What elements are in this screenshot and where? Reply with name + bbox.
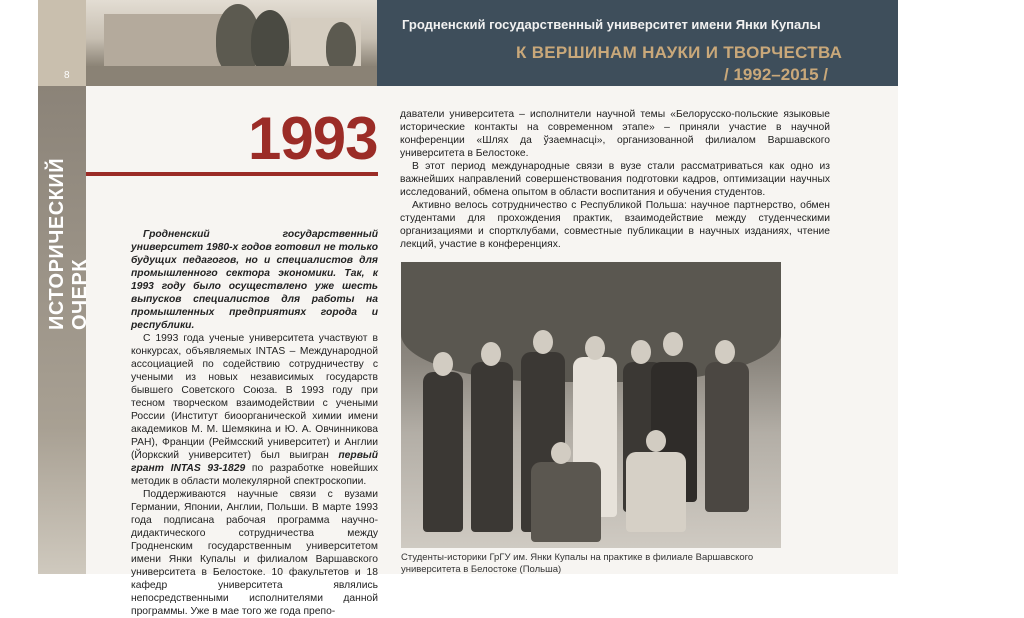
paragraph-text: по разработке новейших методик в области молекулярной спектроскопии. xyxy=(131,463,379,487)
lead-paragraph: Гродненский государственный университет 1980-х годов готовил не только будущих педагогов, но и специалистов для промышленного сектора экономики. Так, к 1993 году было осуществлено уже шесть выпусков специалистов для работы на промышленных предприятиях города и республики. xyxy=(131,229,378,331)
photo-caption: Студенты-историки ГрГУ им. Янки Купалы на практике в филиале Варшавского университета в Белостоке (Польша) xyxy=(401,552,754,575)
chapter-year: 1993 xyxy=(248,105,378,172)
photo-tree xyxy=(326,22,356,72)
photo-person xyxy=(471,362,513,532)
photo-person xyxy=(423,372,463,532)
paragraph: Поддерживаются научные связи с вузами Германии, Японии, Англии, Польши. В марте 1993 года подписана рабочая программа научно-дидактического сотрудничества между Гродненским государственным университетом имени Янки Купалы и филиалом Варшавского университета в Белостоке. 10 факультетов и 18 кафедр университета являлись непосредственными исполнителями данной программы. Уже в мае того же года препо- xyxy=(131,489,378,617)
photo-building xyxy=(104,14,224,68)
group-photo xyxy=(401,262,781,548)
photo-person xyxy=(626,452,686,532)
book-years: / 1992–2015 / xyxy=(724,65,828,84)
paragraph: В этот период международные связи в вузе стали рассматриваться как одно из важнейших направлений совершенствования подготовки кадров, оптимизации научных исследований, обмена опытом в области воспитания и обучения студентов. xyxy=(400,161,830,198)
photo-face xyxy=(585,336,605,360)
photo-face xyxy=(663,332,683,356)
photo-face xyxy=(533,330,553,354)
photo-face xyxy=(551,442,571,464)
photo-face xyxy=(646,430,666,452)
university-name: Гродненский государственный университет имени Янки Купалы xyxy=(402,17,821,32)
photo-tree xyxy=(251,10,289,72)
paragraph: даватели университета – исполнители научной темы «Белорусско-польские языковые исторические контакты на современном этапе» – приняли участие в научной конференции «Шлях да ўзаемнасці», организованной филиалом Варшавского университета в Белостоке. xyxy=(400,109,830,159)
book-title: К ВЕРШИНАМ НАУКИ И ТВОРЧЕСТВА xyxy=(516,43,843,62)
photo-face xyxy=(433,352,453,376)
paragraph xyxy=(131,332,378,488)
photo-road xyxy=(86,66,377,86)
divider xyxy=(86,172,378,176)
left-column xyxy=(131,228,378,618)
photo-person xyxy=(705,362,749,512)
photo-face xyxy=(481,342,501,366)
page-number: 8 xyxy=(64,70,70,81)
campus-photo xyxy=(86,0,377,86)
grant-highlight: первый грант INTAS 93-1829 xyxy=(131,450,378,474)
photo-face xyxy=(715,340,735,364)
paragraph-text: С 1993 года ученые университета участвуют в конкурсах, объявляемых INTAS – Международной ассоциацией по содействию сотрудничеству с учеными из новых независимых государств бывшего Советского Союза. В 1993 году при тесном творческом взаимодействии с учеными России (Институт биоорганической химии имени академиков М. М. Шемякина и Ю. А. Овчинникова РАН), Франции (Реймсский университет) и Англии (Йоркский университет) был выигран xyxy=(131,333,378,461)
section-title: ИСТОРИЧЕСКИЙ ОЧЕРК xyxy=(46,157,91,330)
right-column xyxy=(400,108,830,251)
photo-face xyxy=(631,340,651,364)
paragraph: Активно велось сотрудничество с Республикой Польша: научное партнерство, обмен студентами для прохождения практик, взаимодействие между студенческими организациями и спортклубами, совместные публикации в научных изданиях, чтение лекций, участие в конференциях. xyxy=(400,200,830,250)
photo-person xyxy=(531,462,601,542)
